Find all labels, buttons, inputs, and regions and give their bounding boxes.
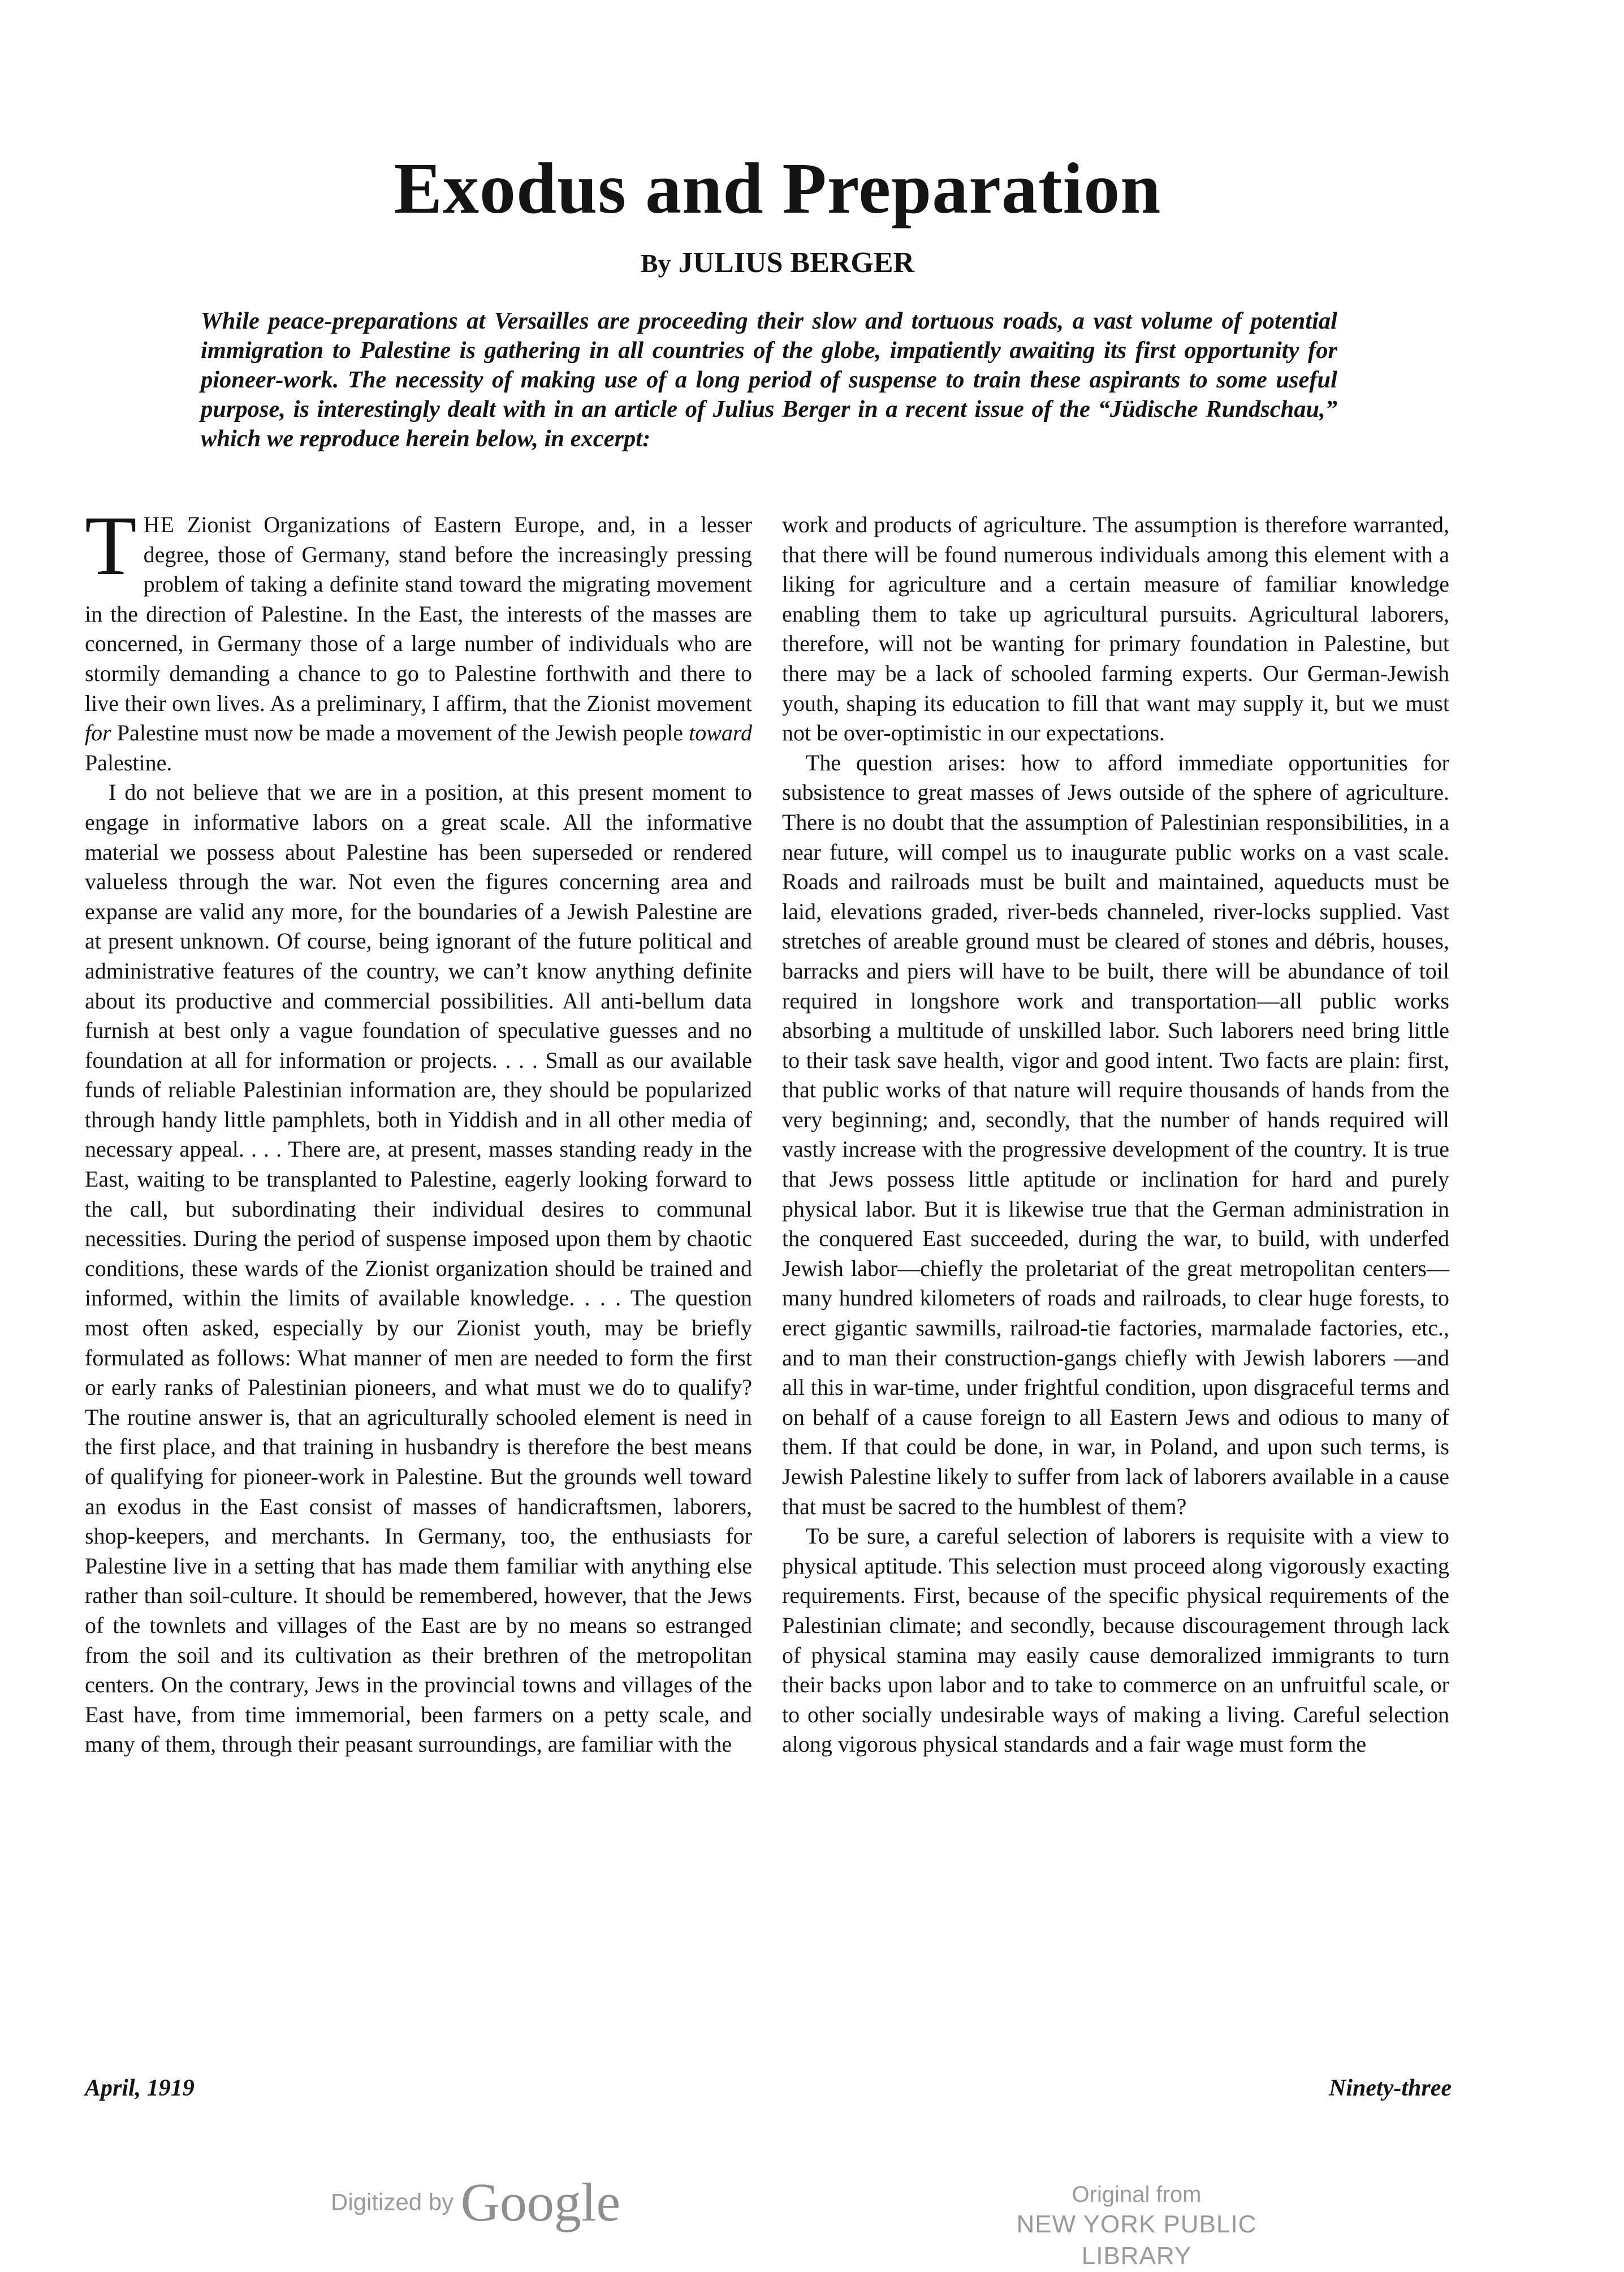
digitized-by-label: Digitized by <box>331 2188 454 2215</box>
left-column <box>85 499 753 1760</box>
issue-date: April, 1919 <box>85 2075 195 2101</box>
byline-prefix: By <box>640 249 671 278</box>
emphasis-toward: toward <box>689 720 753 746</box>
paragraph-2: I do not believe that we are in a position, at this present moment to engage in informative labors on a great scale. All the informative material we possess about Palestine has been superseded or rendered valueless through the war. Not even the figures concerning area and expanse are valid any more, for the boundaries of a Jewish Palestine are at present unknown. Of course, being ignorant of the future political and administrative features of the country, we can’t know anything definite about its productive and commercial possibilities. All anti-bellum data furnish at best only a vague foundation of speculative guesses and no foundation at all for information or projects. . . . Small as our available funds of reliable Palestinian information are, they should be popularized through handy little pamphlets, both in Yiddish and in all other media of necessary appeal. . . . There are, at present, masses standing ready in the East, waiting to be transplanted to Palestine, eagerly looking forward to the call, but subordinating their individual desires to communal necessities. During the period of suspense imposed upon them by chaotic conditions, these wards of the Zionist organization should be trained and informed, within the limits of available knowledge. . . . The question most often asked, especially by our Zionist youth, may be briefly formulated as follows: What manner of men are needed to form the first or early ranks of Palestinian pioneers, and what must we do to qualify? The routine answer is, that an agriculturally schooled element is need in the first place, and that training in husbandry is therefore the best means of qualifying for pioneer-work in Palestine. But the grounds well toward an exodus in the East consist of masses of handicraftsmen, laborers, shop-keepers, and merchants. In Germany, too, the enthusiasts for Palestine live in a setting that has made them familiar with anything else rather than soil-culture. It should be remembered, however, that the Jews of the townlets and villages of the East are by no means so estranged from the soil and its cultivation as their brethren of the metropolitan centers. On the contrary, Jews in the provincial towns and villages of the East have, from time immemorial, been farmers on a petty scale, and many of them, through their peasant surroundings, are familiar with the <box>85 779 752 1757</box>
library-watermark <box>961 2180 1312 2272</box>
right-column <box>782 510 1449 1760</box>
article-title: Exodus and Preparation <box>394 148 1161 229</box>
drop-cap: T <box>85 499 137 593</box>
paragraph-4: The question arises: how to afford immediate opportunities for subsistence to great masses of Jews outside of the sphere of agriculture. There is no doubt that the assumption of Palestinian responsibilities, in a near future, will compel us to inaugurate public works on a vast scale. Roads and railroads must be built and maintained, aqueducts must be laid, elevations graded, river-beds channeled, river-locks supplied. Vast stretches of areable ground must be cleared of stones and débris, houses, barracks and piers will have to be built, there will be abundance of toil required in longshore work and transportation—all public works absorbing a multitude of unskilled labor. Such laborers need bring little to their task save health, vigor and good intent. Two facts are plain: first, that public works of that nature will require thousands of hands from the very beginning; and, secondly, that the number of hands required will vastly increase with the progressive development of the country. It is true that Jews possess little aptitude or inclination for hard and purely physical labor. But it is likewise true that the German administration in the conquered East succeeded, during the war, to build, with underfed Jewish labor—chiefly the proletariat of the great metropolitan centers—many hundred kilometers of roads and railroads, to clear huge forests, to erect gigantic sawmills, railroad-tie factories, marmalade factories, etc., and to man their construction-gangs chiefly with Jewish laborers —and all this in war-time, under frightful condition, upon disgraceful terms and on behalf of a cause foreign to all Eastern Jews and odious to many of them. If that could be done, in war, in Poland, and upon such terms, is Jewish Palestine likely to suffer from lack of laborers available in a cause that must be sacred to the humblest of them? <box>782 749 1449 1519</box>
article-intro: While peace-preparations at Versailles are proceeding their slow and tortuous roads, a vast volume of potential immigration to Palestine is gathering in all countries of the globe, impatiently awaiting its first opportunity for pioneer-work. The necessity of making use of a long period of suspense to train these aspirants to some useful purpose, is interestingly dealt with in an article of Julius Berger in a recent issue of the “Jüdische Rundschau,” which we reproduce herein below, in excerpt: <box>201 308 1337 452</box>
original-from-label: Original from <box>1072 2182 1202 2207</box>
digitized-by-watermark <box>331 2171 620 2234</box>
author-name: JULIUS BERGER <box>678 247 915 279</box>
google-logo: Google <box>460 2172 621 2232</box>
library-name: NEW YORK PUBLIC LIBRARY <box>1016 2210 1257 2270</box>
paragraph-3: work and products of agriculture. The assumption is therefore warranted, that there will be found numerous individuals among this element with a liking for agriculture and a certain measure of familiar knowledge enabling them to take up agricultural pursuits. Agricultural laborers, therefore, will not be wanting for primary foundation in Palestine, but there may be a lack of schooled farming experts. Our German-Jewish youth, shaping its education to fill that want may supply it, but we must not be over-optimistic in our expectations. <box>782 512 1449 746</box>
paragraph-5: To be sure, a careful selection of laborers is requisite with a view to physical aptitude. This selection must proceed along vigorously exacting requirements. First, because of the specific physical requirements of the Palestinian climate; and secondly, because discouragement through lack of physical stamina may easily cause demoralized immigrants to turn their backs upon labor and to take to commerce on an unfruitful scale, or to other socially undesirable ways of making a living. Careful selection along vigorous physical standards and a fair wage must form the <box>782 1523 1449 1757</box>
paragraph-1-part-a: Zionist Organizations of Eastern Europe, and, in a lesser degree, those of Germany, stand before the increasingly pressing problem of taking a definite stand toward the migrating movement in the direction of Palestine. In the East, the interests of the masses are concerned, in Germany those of a large number of individuals who are stormily demanding a chance to go to Palestine forthwith and there to live their own lives. As a preliminary, I affirm, that the Zionist movement <box>85 512 752 716</box>
emphasis-for: for <box>85 720 111 746</box>
byline <box>0 243 1555 283</box>
page-number: Ninety-three <box>1329 2075 1452 2101</box>
paragraph-1 <box>85 499 753 778</box>
lead-caps: HE <box>143 512 175 537</box>
paragraph-1-part-b: Palestine must now be made a movement of the Jewish people <box>111 720 683 746</box>
paragraph-1-part-c: Palestine. <box>85 749 172 775</box>
